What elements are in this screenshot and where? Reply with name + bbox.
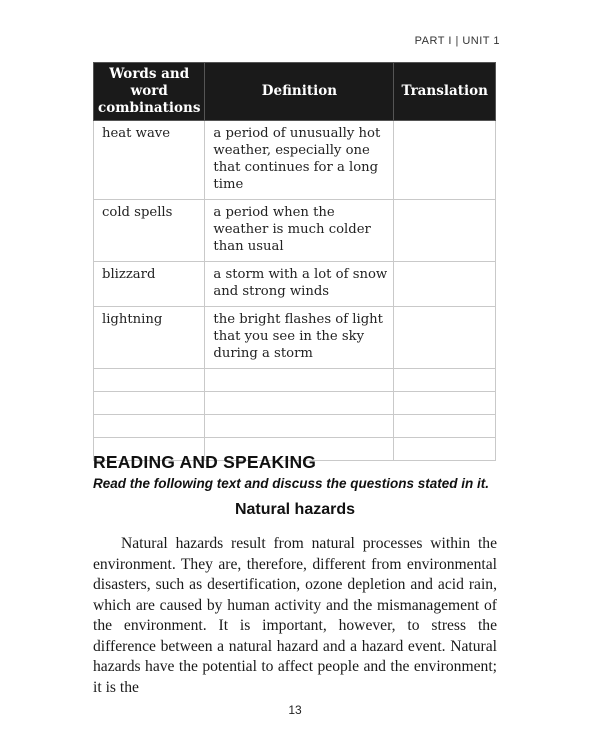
definition-cell: a period when the weather is much colder than usual [205, 200, 394, 262]
definition-cell: a period of unusually hot weather, especially one that continues for a long time [205, 121, 394, 200]
empty-cell[interactable] [205, 369, 394, 392]
vocabulary-table [93, 62, 496, 461]
empty-cell[interactable] [94, 369, 205, 392]
text-title: Natural hazards [234, 501, 356, 518]
body-paragraph: Natural hazards result from natural processes within the environment. They are, therefore, different from environmental disasters, such as desertification, ozone depletion and acid rain, which are caused by human activity and the mismanagement of the environment. It is important, however, to stress the difference between a natural hazard and a hazard event. Natural hazards have the potential to affect people and the environment; it is the [93, 535, 497, 696]
translation-cell[interactable] [394, 262, 496, 307]
empty-table-row [94, 369, 496, 392]
page-number: 13 [288, 703, 302, 717]
definition-cell: the bright flashes of light that you see in the sky during a storm [205, 307, 394, 369]
empty-cell[interactable] [394, 392, 496, 415]
translation-cell[interactable] [394, 200, 496, 262]
table-row [94, 200, 496, 262]
translation-cell[interactable] [394, 121, 496, 200]
word-cell: lightning [94, 307, 205, 369]
table-row [94, 262, 496, 307]
empty-table-row [94, 392, 496, 415]
empty-cell[interactable] [394, 415, 496, 438]
column-header-definition: Definition [205, 63, 394, 121]
translation-cell[interactable] [394, 307, 496, 369]
empty-cell[interactable] [205, 392, 394, 415]
word-cell: cold spells [94, 200, 205, 262]
table-row [94, 121, 496, 200]
section-instruction: Read the following text and discuss the questions stated in it. [93, 476, 490, 491]
empty-cell[interactable] [205, 415, 394, 438]
column-header-words: Words and word combinations [94, 63, 205, 121]
definition-cell: a storm with a lot of snow and strong winds [205, 262, 394, 307]
running-header: PART I | UNIT 1 [414, 35, 500, 47]
empty-cell[interactable] [94, 392, 205, 415]
word-cell: blizzard [94, 262, 205, 307]
table-header-row [94, 63, 496, 121]
section-heading: READING AND SPEAKING [93, 452, 317, 472]
empty-table-row [94, 415, 496, 438]
empty-cell[interactable] [94, 415, 205, 438]
empty-cell[interactable] [394, 369, 496, 392]
word-cell: heat wave [94, 121, 205, 200]
empty-cell[interactable] [394, 438, 496, 461]
table-row [94, 307, 496, 369]
column-header-translation: Translation [394, 63, 496, 121]
